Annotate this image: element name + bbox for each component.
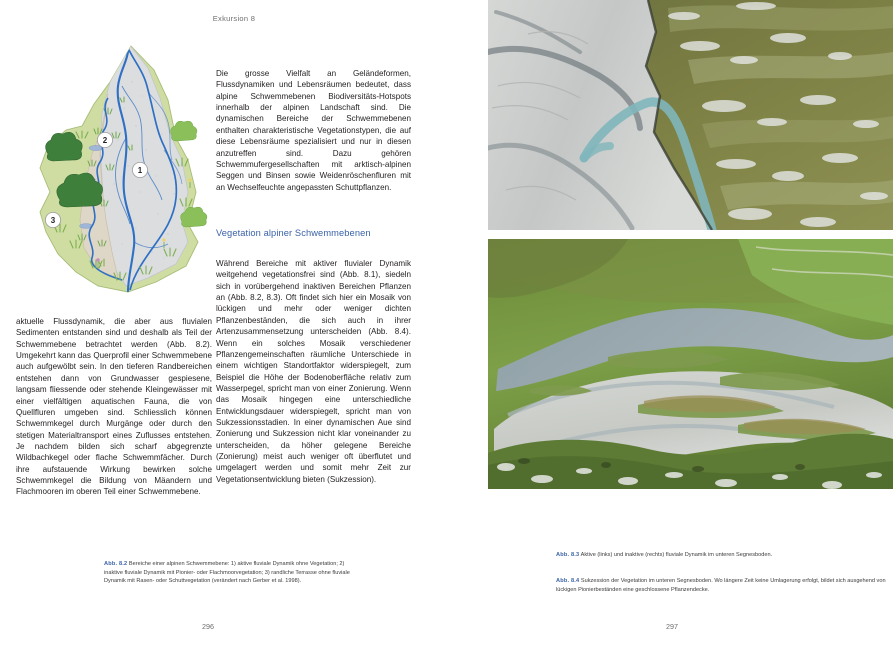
running-head: Exkursion 8	[212, 14, 256, 23]
svg-text:2: 2	[102, 136, 108, 146]
photo-vegetation-succession	[488, 239, 893, 489]
alpine-floodplain-diagram	[36, 42, 226, 298]
figure-caption-text: Bereiche einer alpinen Schwemmebene: 1) aktive fluviale Dynamik ohne Vegetation; 2) inaktive fluviale Dynamik mit Pionier- oder Flachmoorvegetation; 3) randliche Terrasse ohne fluviale Dynamik mit Rasen- oder Schuttvegetation (verändert nach Gerber et al. 1998).	[104, 561, 350, 585]
figure-caption-label: Abb. 8.3	[556, 552, 580, 558]
figure-caption-8-2	[104, 560, 362, 586]
zone-marker-1	[132, 162, 147, 177]
section-heading: Vegetation alpiner Schwemmebenen	[216, 227, 371, 238]
paragraph-vegetation: Während Bereiche mit aktiver fluvialer Dynamik weitgehend vegetationsfrei sind (Abb. 8.1), siedeln sich in vorübergehend inaktiven Bereichen Pflanzen an (Abb. 8.2, 8.3). Oft findet sich hier ein Mosaik von lückigen und mehr oder weniger dichten Pflanzenbeständen, die sich auch in ihrer Artenzusammensetzung unterscheiden (Abb. 8.4). Wenn ein solches Mosaik verschiedener Pflanzengemeinschaften räumliche Unterschiede in einem wichtigen Standortfaktor widerspiegelt, zum Beispiel die Höhe der Bodenoberfläche relativ zum Wasserpegel, spricht man von einer Zonierung. Wenn das Mosaik hingegen eine unterschiedliche Entwicklungsdauer widerspiegelt, spricht man von Sukzessionsstadien. In einer dynamischen Aue sind Zonierung und Sukzession nicht klar voneinander zu unterscheiden, da höher gelegene Bereiche (Zonierung) meist auch weniger oft überflutet und umgelagert werden und somit mehr Zeit zur Vegetationsentwicklung bieten (Sukzession).	[216, 259, 411, 484]
paragraph-continuation: aktuelle Flussdynamik, die aber aus fluvialen Sedimenten entstanden sind und deshalb als Teil der Schwemmebene betrachtet werden (Abb. 8.2). Umgekehrt kann das Querprofil einer Schwemmebene auch aufgewölbt sein. In den tieferen Randbereichen entstehen dann von Grundwasser gespiesene, langsam fliessende oder stehende Kleingewässer mit einer vielfältigen aquatischen Fauna, die von Quellfluren umgeben sind. Schliesslich können Schwemmkegel durch Murgänge oder durch den stetigen Materialtransport eines Zuflusses entstehen. Je nachdem bilden sich scharf abgegrenzte Wildbachkegel oder flache Schwemmfächer. Durch ihre aufstauende Wirkung bewirken solche Schwemmkegel die Bildung von Mäandern und Flachmooren im oberen Teil einer Schwemmebene.	[16, 317, 212, 497]
svg-text:1: 1	[137, 166, 143, 176]
figure-caption-8-4	[556, 577, 886, 594]
page-number-right: 297	[666, 622, 678, 631]
page-number-left: 296	[202, 622, 214, 631]
svg-text:3: 3	[50, 216, 56, 226]
figure-caption-label: Abb. 8.4	[556, 578, 580, 584]
zone-marker-3	[45, 212, 60, 227]
right-page	[468, 0, 893, 648]
zone-marker-2	[97, 132, 112, 147]
figure-caption-text: Aktive (links) und inaktive (rechts) fluviale Dynamik im unteren Segnesboden.	[580, 552, 773, 558]
photo-active-inactive-dynamics	[488, 0, 893, 230]
figure-caption-8-3	[556, 551, 886, 560]
figure-caption-text: Sukzession der Vegetation im unteren Segnesboden. Wo längere Zeit keine Umlagerung erfolgt, bildet sich ausgehend von lückigen Pionierbeständen eine geschlossene Pflanzendecke.	[556, 578, 886, 593]
figure-caption-label: Abb. 8.2	[104, 561, 128, 567]
paragraph-intro: Die grosse Vielfalt an Geländeformen, Flussdynamiken und Lebensräumen bedeutet, dass alpine Schwemmebenen Biodiversitäts-Hotspots innerhalb der alpinen Landschaft sind. Die dynamischen Bereiche der Schwemmebenen enthalten charakteristische Vegetationstypen, die auf diese Lebensräume spezialisiert und nur in diesen anzutreffen sind. Dazu gehören Schwemmufergesellschaften mit arktisch-alpinen Seggen und Binsen sowie Weidenröschenfluren mit an Wechselfeuchte angepassten Schuttpflanzen.	[216, 69, 411, 192]
